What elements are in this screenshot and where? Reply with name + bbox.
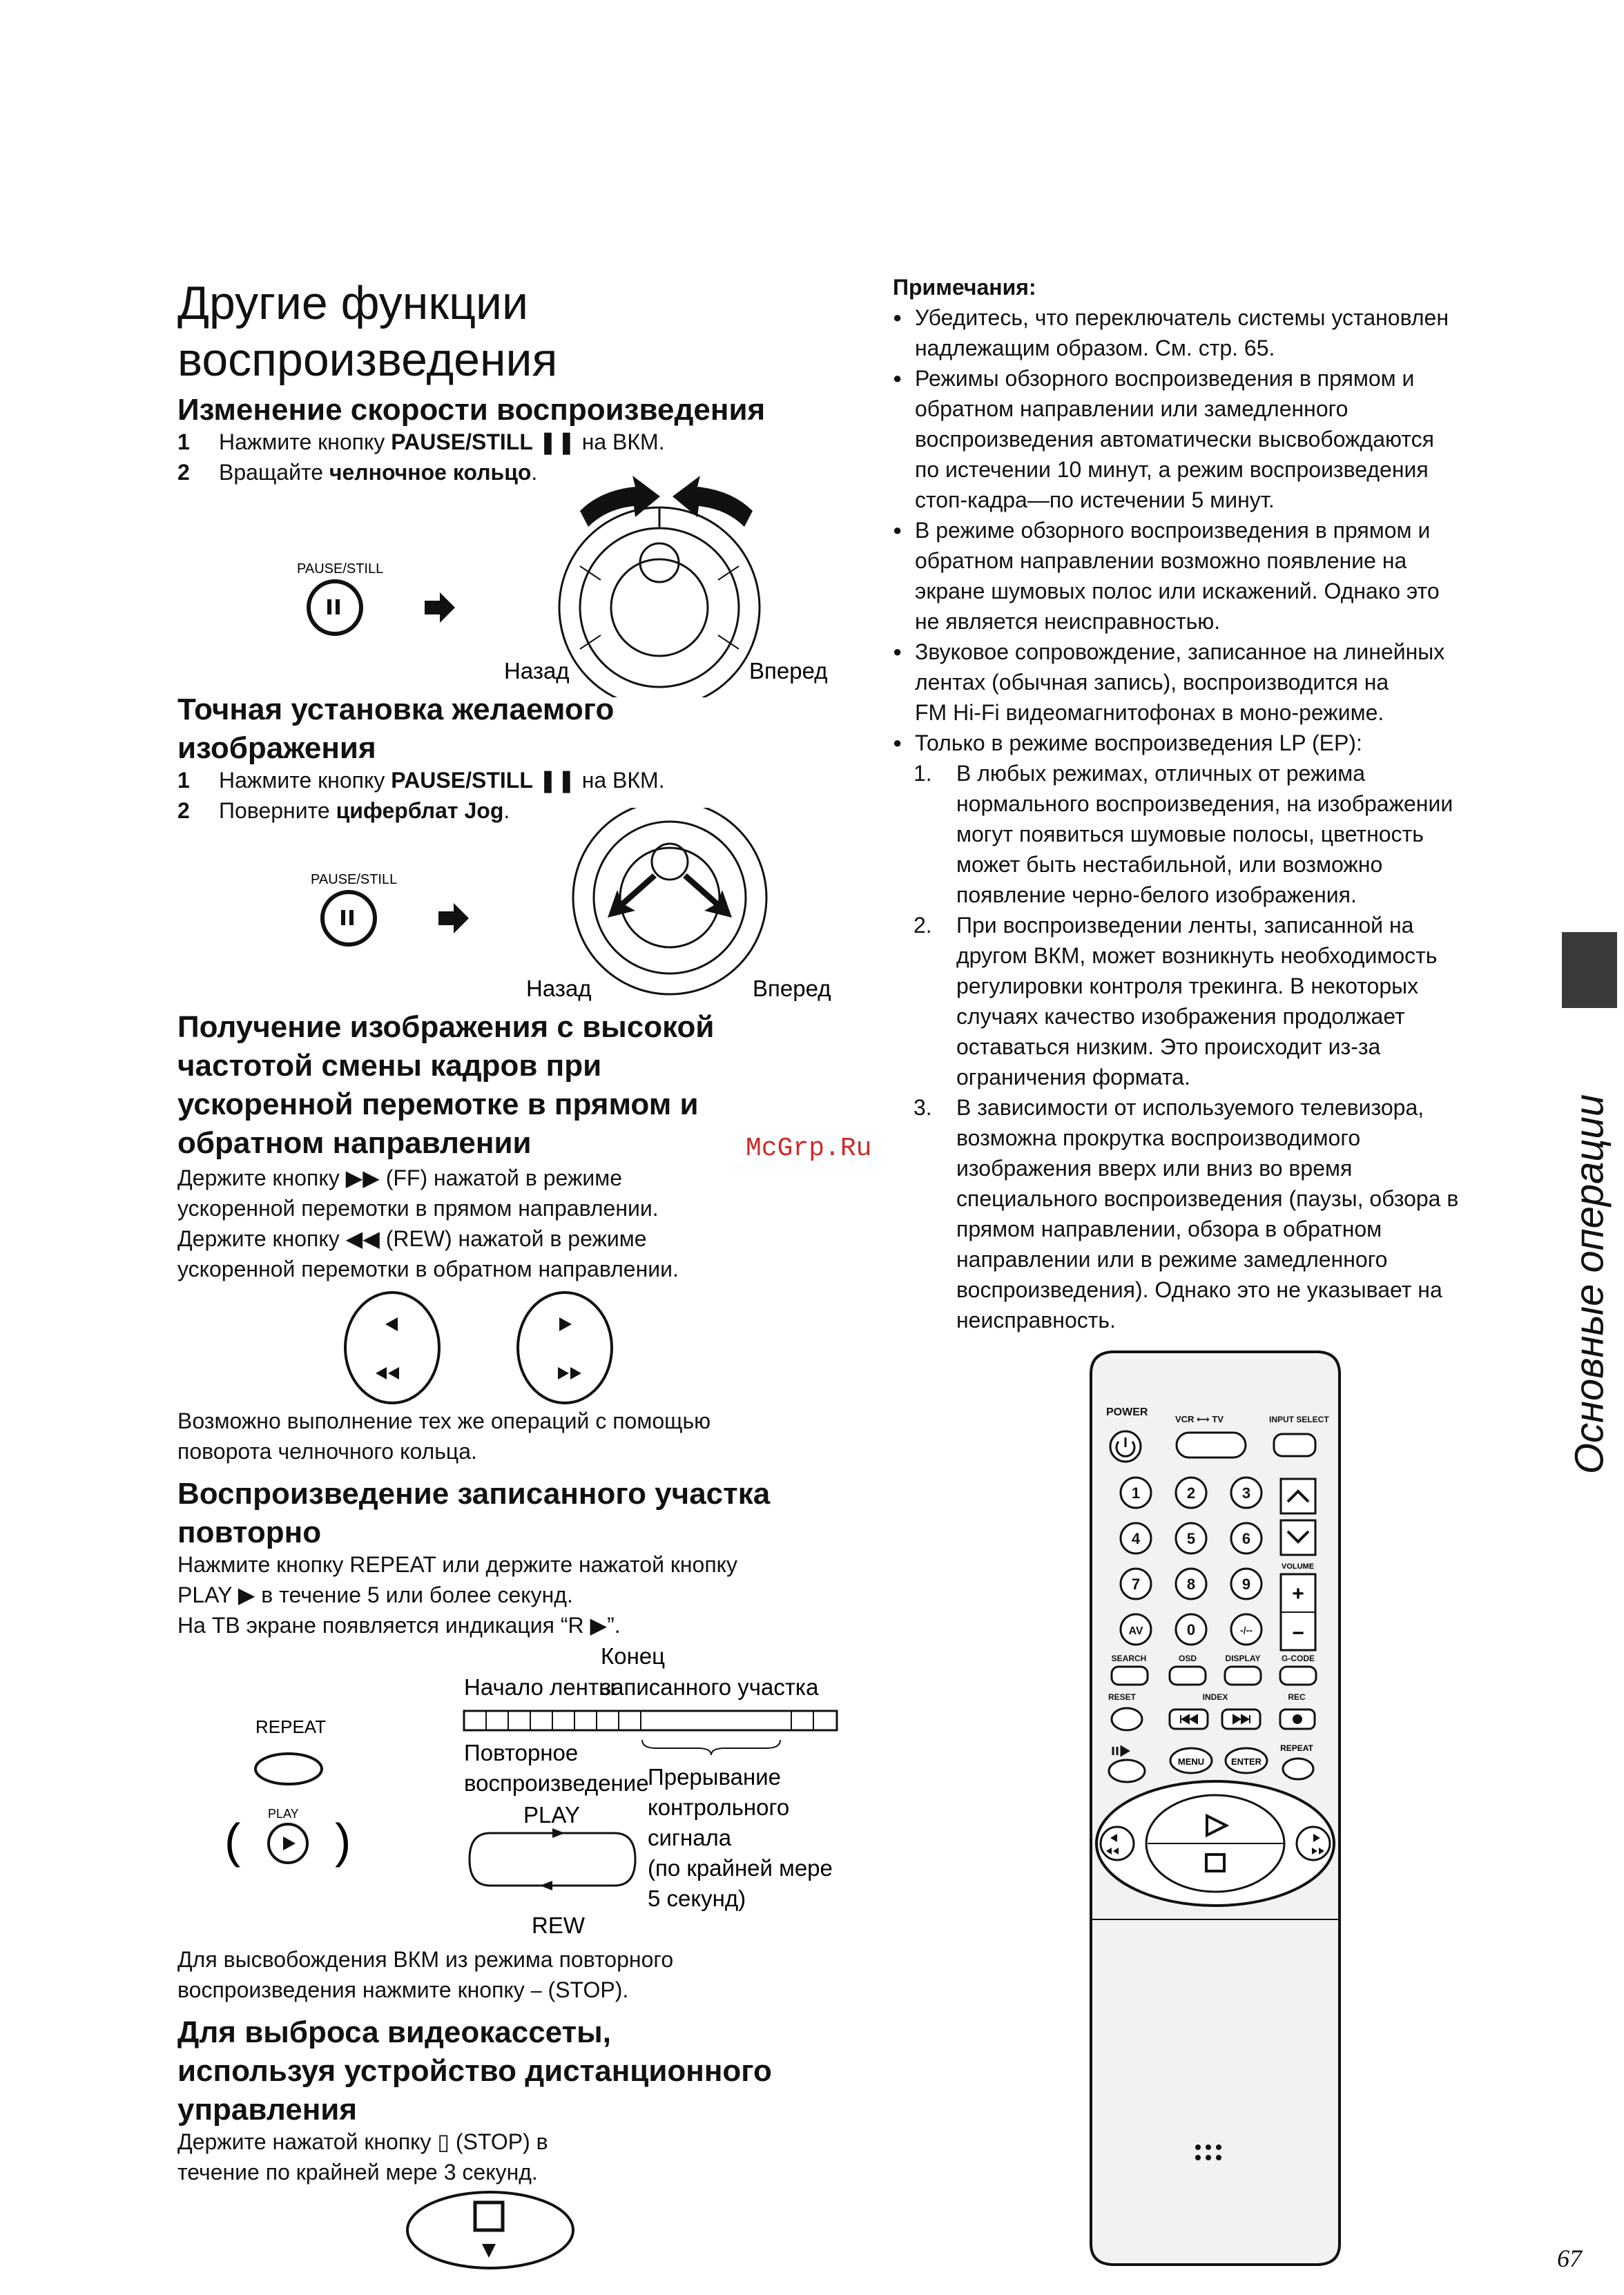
digit-button-icon	[1121, 1523, 1151, 1553]
text-line: экране шумовых полос или искажений. Однако это	[915, 579, 1440, 603]
play-label: PLAY	[523, 1802, 580, 1828]
section-side-label	[1562, 1022, 1617, 1547]
heading-line: частотой смены кадров при	[177, 1049, 602, 1083]
text-line: по истечении 10 минут, а режим воспроизведения	[915, 457, 1429, 482]
jog-dial-icon	[573, 808, 766, 994]
break-label: Прерывание	[648, 1764, 782, 1790]
heading-line: обратном направлении	[177, 1126, 532, 1160]
text-line: случаях качество изображения продолжает	[956, 1004, 1405, 1029]
dash-button-icon	[1231, 1614, 1262, 1645]
heading-line: используя устройство дистанционного	[177, 2054, 772, 2088]
note-item	[893, 637, 1556, 728]
text-line: нормального воспроизведения, на изображении	[956, 791, 1453, 816]
display-label: DISPLAY	[1225, 1654, 1261, 1663]
rotate-left-arrow-icon	[580, 476, 660, 527]
digit-button-icon	[1176, 1523, 1206, 1553]
text-line: ● Звуковое сопровождение, записанное на линейных	[915, 639, 1445, 664]
rotate-right-arrow-icon	[673, 476, 753, 527]
step-text: на ВКМ.	[575, 768, 665, 793]
vcr-tv-label: VCR ⟷ TV	[1175, 1414, 1224, 1424]
highspeed-after	[177, 1406, 710, 1466]
digit-label: 9	[1241, 1576, 1251, 1593]
text-line: стоп-кадра—по истечении 5 минут.	[915, 487, 1275, 512]
digit-label: 0	[1186, 1621, 1196, 1638]
digit-label: -/--	[1240, 1625, 1253, 1636]
digit-label: 3	[1241, 1484, 1251, 1502]
osd-button-icon	[1170, 1667, 1206, 1685]
volume-label: VOLUME	[1282, 1562, 1315, 1571]
digit-button-icon	[1121, 1569, 1151, 1599]
text-line: надлежащим образом. См. стр. 65.	[915, 336, 1275, 360]
eject-text	[177, 2127, 548, 2187]
pause-still-label: PAUSE/STILL	[311, 872, 398, 887]
text-line: оставаться низким. Это происходит из-за	[956, 1034, 1381, 1059]
play-button-label: PLAY	[268, 1807, 299, 1821]
enter-label: ENTER	[1230, 1756, 1262, 1767]
pause-still-button-icon	[322, 892, 375, 945]
text-line: ● В режиме обзорного воспроизведения в прямом и	[915, 518, 1431, 543]
play-button-icon	[224, 1814, 351, 1868]
break-label: контрольного	[648, 1794, 790, 1820]
svg-text:): )	[335, 1814, 351, 1868]
shuttle-ring-illustration	[276, 469, 842, 697]
text-line: обратном направлении возможно появление на	[915, 548, 1407, 573]
step-text: Нажмите кнопку	[219, 768, 392, 793]
ff-button-icon	[518, 1292, 612, 1403]
heading-line: управления	[177, 2093, 358, 2127]
step-bold: циферблат Jog	[336, 798, 504, 823]
repeat-heading	[177, 1475, 770, 1552]
digit-label: 4	[1131, 1530, 1141, 1547]
volume-rocker-icon	[1281, 1574, 1315, 1650]
arrow-right-icon	[425, 592, 455, 623]
digit-button-icon	[1176, 1569, 1206, 1599]
text-line: Для высвобождения ВКМ из режима повторного	[177, 1947, 674, 1972]
repeat-diagram	[207, 1643, 898, 1947]
text-line: На ТВ экране появляется индикация “R ▶”.	[177, 1613, 621, 1638]
pause-still-label: PAUSE/STILL	[297, 561, 384, 577]
text-line: неисправность.	[956, 1308, 1116, 1333]
note-numbered-item	[893, 758, 1556, 910]
step	[177, 765, 665, 795]
break-label: 5 секунд)	[648, 1886, 746, 1911]
menu-button-icon	[1170, 1748, 1212, 1773]
forward-label: Вперед	[749, 658, 828, 684]
step-number: 2	[177, 460, 190, 485]
step-number: 1	[177, 768, 190, 793]
text-line: возможна прокрутка воспроизводимого	[956, 1125, 1361, 1150]
text-line: не является неисправностью.	[915, 609, 1221, 634]
text-line: воспроизведения нажмите кнопку ⎯ (STOP).	[177, 1977, 629, 2002]
remote-repeat-button-icon	[1283, 1759, 1313, 1779]
note-item	[893, 363, 1556, 515]
menu-label: MENU	[1177, 1756, 1205, 1767]
digit-button-icon	[1231, 1569, 1262, 1599]
input-select-button-icon	[1274, 1434, 1315, 1456]
shuttle-dial-icon	[559, 507, 760, 697]
section-tab-marker	[1562, 932, 1617, 1008]
loop-icon	[470, 1828, 635, 1890]
av-button-icon	[1121, 1614, 1151, 1645]
heading-line: повторно	[177, 1516, 322, 1549]
repeat-button-label: REPEAT	[255, 1716, 327, 1737]
jog-dial-illustration	[276, 808, 842, 1008]
back-label: Назад	[526, 976, 592, 1001]
end-label: Конец	[601, 1643, 666, 1669]
reset-label: RESET	[1108, 1692, 1137, 1702]
digit-label: 2	[1186, 1484, 1196, 1502]
step-bold: PAUSE/STILL ❚❚	[391, 768, 576, 793]
step	[177, 427, 665, 457]
page-title-line: Другие функции	[177, 277, 529, 329]
step-number: 2	[177, 798, 190, 823]
text-line: ● Убедитесь, что переключатель системы установлен	[915, 305, 1449, 330]
text-line: поворота челночного кольца.	[177, 1439, 477, 1464]
watermark: McGrp.Ru	[746, 1134, 872, 1163]
repeat-play-label: воспроизведение	[464, 1770, 649, 1796]
digit-button-icon	[1231, 1478, 1262, 1508]
search-label: SEARCH	[1111, 1654, 1147, 1663]
text-line: ● Только в режиме воспроизведения LP (EP):	[915, 730, 1362, 755]
arrow-right-icon	[438, 903, 469, 933]
input-select-label: INPUT SELECT	[1269, 1415, 1329, 1424]
text-line: регулировки контроля трекинга. В некоторых	[956, 974, 1419, 998]
text-line: В любых режимах, отличных от режима	[956, 761, 1365, 786]
break-label: (по крайней мере	[648, 1855, 833, 1881]
digit-label: AV	[1128, 1625, 1143, 1637]
item-number: 3.	[914, 1095, 932, 1120]
power-button-icon	[1110, 1431, 1141, 1462]
text-line: Держите нажатой кнопку ▯ (STOP) в	[177, 2129, 548, 2154]
tape-start-label: Начало ленты	[464, 1674, 615, 1700]
text-line: может быть нестабильной, или возможно	[956, 852, 1383, 877]
item-number: 1.	[914, 761, 932, 786]
step-number: 1	[177, 429, 190, 454]
enter-button-icon	[1226, 1748, 1267, 1773]
break-label: сигнала	[648, 1825, 732, 1850]
forward-label: Вперед	[753, 976, 831, 1001]
text-line: прямом направлении, обзора в обратном	[956, 1217, 1382, 1241]
text-line: Возможно выполнение тех же операций с помощью	[177, 1408, 711, 1433]
osd-label: OSD	[1178, 1654, 1197, 1663]
repeat-release	[177, 1944, 673, 2005]
highspeed-heading	[177, 1008, 714, 1163]
heading-line: Получение изображения с высокой	[177, 1010, 715, 1044]
text-line: В зависимости от используемого телевизора,	[956, 1095, 1424, 1120]
index-next-button-icon	[1222, 1710, 1260, 1729]
digit-label: 8	[1186, 1576, 1196, 1593]
step-text: .	[503, 798, 510, 823]
heading-line: Для выброса видеокассеты,	[177, 2015, 611, 2049]
text-line: появление черно-белого изображения.	[956, 882, 1357, 907]
stop-button-illustration	[394, 2189, 587, 2278]
rec-button-icon	[1280, 1710, 1315, 1729]
heading-line: ускоренной перемотке в прямом и	[177, 1087, 699, 1121]
text-line: воспроизведения автоматически высвобождаются	[915, 427, 1434, 452]
channel-up-icon	[1281, 1479, 1315, 1513]
item-number: 2.	[914, 913, 932, 938]
digit-label: 7	[1131, 1576, 1141, 1593]
text-line: лентах (обычная запись), воспроизводится на	[915, 670, 1389, 695]
vcr-tv-switch-icon	[1177, 1433, 1246, 1458]
digit-label: 5	[1186, 1530, 1196, 1547]
rew-button-icon	[345, 1292, 439, 1403]
text-line: ● Режимы обзорного воспроизведения в прямом и	[915, 366, 1415, 391]
svg-text:(: (	[224, 1814, 241, 1868]
index-label: INDEX	[1202, 1692, 1228, 1702]
note-item	[893, 515, 1556, 637]
digit-button-icon	[1231, 1523, 1262, 1553]
text-line: могут появиться шумовые полосы, цветность	[956, 822, 1424, 846]
digit-label: 6	[1241, 1530, 1251, 1547]
notes-title: Примечания:	[893, 275, 1036, 300]
text-line: течение по крайней мере 3 секунд.	[177, 2160, 538, 2185]
search-button-icon	[1112, 1667, 1148, 1685]
step-bold: PAUSE/STILL ❚❚	[391, 429, 576, 454]
text-line: направлении или в режиме замедленного	[956, 1247, 1388, 1272]
eject-heading	[177, 2013, 772, 2129]
gcode-button-icon	[1280, 1667, 1316, 1685]
speed-heading: Изменение скорости воспроизведения	[177, 393, 766, 427]
repeat-play-label: Повторное	[464, 1740, 579, 1765]
step-text: Вращайте	[219, 460, 329, 485]
note-numbered-item	[893, 910, 1556, 1092]
power-label: POWER	[1106, 1406, 1148, 1418]
page-title	[177, 275, 557, 388]
text-line: воспроизведения). Однако это не указывает на	[956, 1277, 1442, 1302]
heading-line: изображения	[177, 731, 376, 765]
note-item	[893, 302, 1556, 363]
heading-line: Точная установка желаемого	[177, 693, 615, 726]
text-line: При воспроизведении ленты, записанной на	[956, 913, 1414, 938]
end-recorded-label: записанного участка	[601, 1674, 819, 1700]
text-line: ускоренной перемотки в прямом направлении.	[177, 1196, 659, 1221]
display-button-icon	[1225, 1667, 1261, 1685]
text-line: обратном направлении или замедленного	[915, 396, 1348, 421]
rec-label: REC	[1288, 1692, 1306, 1702]
page-number: 67	[1557, 2245, 1582, 2272]
text-line: Нажмите кнопку REPEAT или держите нажатой кнопку	[177, 1552, 738, 1577]
step-text: Поверните	[219, 798, 336, 823]
text-line: специального воспроизведения (паузы, обзора в	[956, 1186, 1459, 1211]
gcode-label: G-CODE	[1282, 1654, 1315, 1663]
note-numbered-item	[893, 1092, 1556, 1335]
ff-rew-buttons-illustration	[338, 1291, 621, 1408]
pause-still-button-icon	[309, 581, 361, 634]
stop-button-icon	[407, 2192, 573, 2268]
rew-label: REW	[532, 1913, 585, 1938]
note-item	[893, 728, 1556, 758]
back-label: Назад	[504, 658, 570, 684]
digit-button-icon	[1176, 1478, 1206, 1508]
text-line: PLAY ▶ в течение 5 или более секунд.	[177, 1582, 573, 1607]
text-line: Держите кнопку ◀◀ (REW) нажатой в режиме	[177, 1226, 647, 1251]
svg-text:−: −	[1292, 1622, 1304, 1645]
remote-repeat-label: REPEAT	[1280, 1743, 1313, 1753]
text-line: ускоренной перемотки в обратном направлении.	[177, 1257, 679, 1281]
heading-line: Воспроизведение записанного участка	[177, 1477, 771, 1511]
side-label-text: Основные операции	[1567, 1094, 1612, 1475]
text-line: ограничения формата.	[956, 1065, 1190, 1090]
digit-label: 1	[1131, 1484, 1141, 1502]
svg-text:+: +	[1292, 1582, 1304, 1605]
index-prev-button-icon	[1170, 1710, 1208, 1729]
reset-button-icon	[1112, 1708, 1142, 1730]
channel-down-icon	[1281, 1520, 1315, 1555]
remote-control-illustration	[1084, 1346, 1346, 2272]
step-text: .	[531, 460, 538, 485]
text-line: FM Hi-Fi видеомагнитофонах в моно-режиме.	[915, 700, 1384, 725]
text-line: изображения вверх или вниз во время	[956, 1156, 1353, 1181]
text-line: Держите кнопку ▶▶ (FF) нажатой в режиме	[177, 1165, 623, 1190]
step-text: Нажмите кнопку	[219, 429, 392, 454]
digit-button-icon	[1121, 1478, 1151, 1508]
transport-cluster-icon	[1096, 1781, 1334, 1906]
step-bold: челночное кольцо	[329, 460, 532, 485]
highspeed-text	[177, 1163, 679, 1284]
notes	[893, 272, 1556, 1335]
text-line: другом ВКМ, может возникнуть необходимость	[956, 943, 1438, 968]
page-title-line: воспроизведения	[177, 333, 558, 386]
step-text: на ВКМ.	[575, 429, 665, 454]
repeat-text	[177, 1549, 737, 1640]
fine-heading	[177, 690, 614, 768]
digit-button-icon	[1176, 1614, 1206, 1645]
repeat-button-icon	[255, 1754, 322, 1784]
